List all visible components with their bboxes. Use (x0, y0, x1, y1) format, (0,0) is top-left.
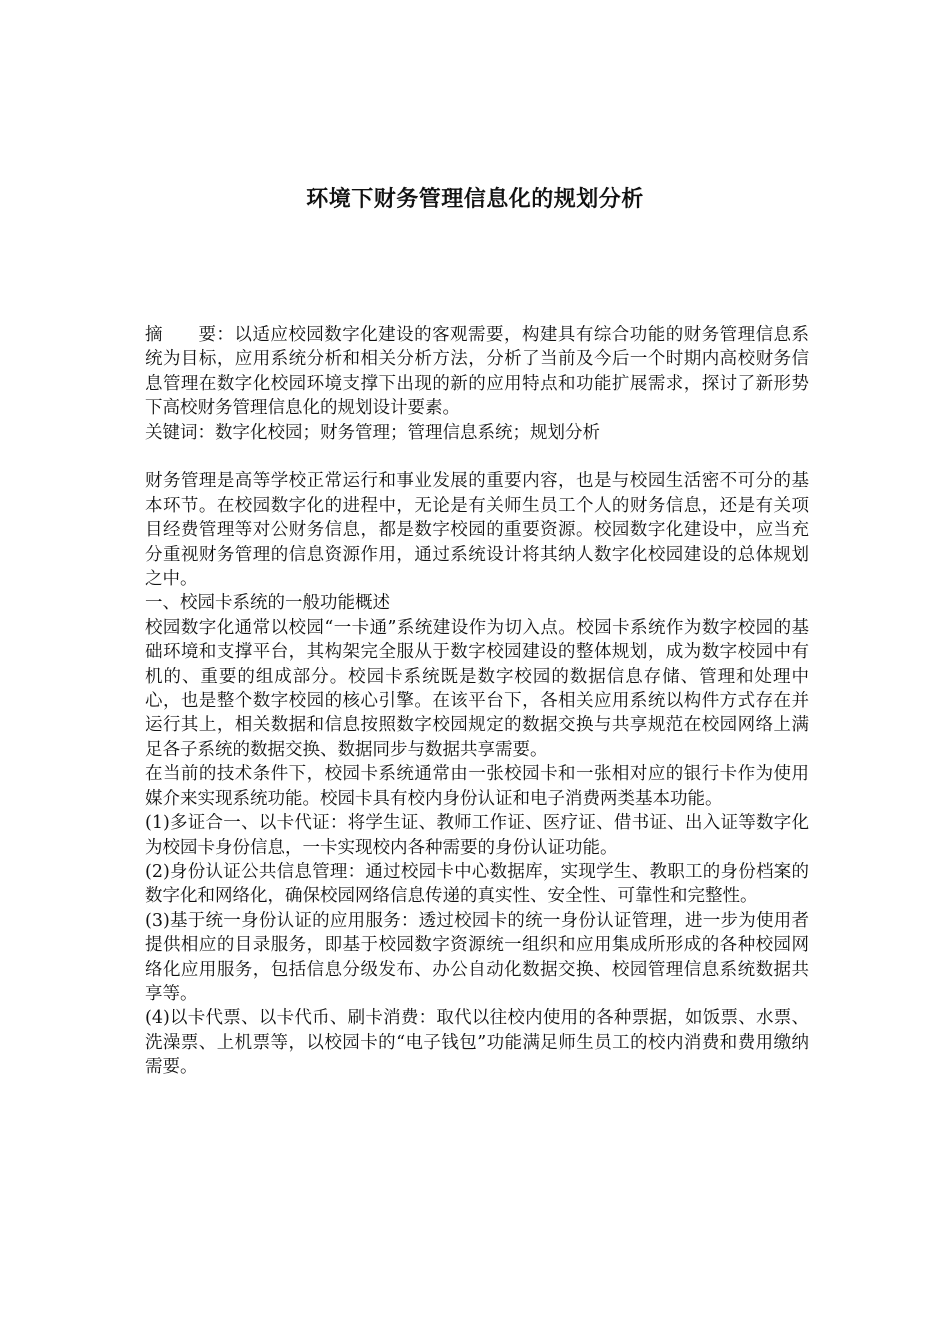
list-item: (2)身份认证公共信息管理：通过校园卡中心数据库，实现学生、教职工的身份档案的数字化和网络化，确保校园网络信息传递的真实性、安全性、可靠性和完整性。 (145, 861, 809, 907)
abstract-paragraph (145, 323, 809, 421)
abstract-label-second: 要： (197, 325, 235, 345)
abstract-label-first: 摘 (145, 325, 163, 345)
list-item: (3)基于统一身份认证的应用服务：透过校园卡的统一身份认证管理，进一步为使用者提供相应的目录服务，即基于校园数字资源统一组织和应用集成所形成的各种校园网络化应用服务，包括信息分级发布、办公自动化数据交换、校园管理信息系统数据共享等。 (145, 910, 809, 1004)
keywords-line: 关键词：数字化校园；财务管理；管理信息系统；规划分析 (145, 422, 600, 443)
body-paragraph: 校园数字化通常以校园“一卡通”系统建设作为切入点。校园卡系统作为数字校园的基础环境和支撑平台，其构架完全服从于数字校园建设的整体规划，成为数字校园中有机的、重要的组成部分。校园卡系统既是数字校园的数据信息存储、管理和处理中心，也是整个数字校园的核心引擎。在该平台下，各相关应用系统以构件方式存在并运行其上，相关数据和信息按照数字校园规定的数据交换与共享规范在校园网络上满足各子系统的数据交换、数据同步与数据共享需要。 (145, 617, 809, 760)
list-item: (4)以卡代票、以卡代币、刷卡消费：取代以往校内使用的各种票据，如饭票、水票、洗澡票、上机票等，以校园卡的“电子钱包”功能满足师生员工的校内消费和费用缴纳需要。 (145, 1008, 809, 1078)
document-title: 环境下财务管理信息化的规划分析 (306, 187, 644, 212)
body-paragraph: 财务管理是高等学校正常运行和事业发展的重要内容，也是与校园生活密不可分的基本环节。在校园数字化的进程中，无论是有关师生员工个人的财务信息，还是有关项目经费管理等对公财务信息，都是数字校园的重要资源。校园数字化建设中，应当充分重视财务管理的信息资源作用，通过系统设计将其纳人数字化校园建设的总体规划之中。 (145, 471, 809, 590)
document-body (145, 323, 809, 1080)
abstract-text: 以适应校园数字化建设的客观需要，构建具有综合功能的财务管理信息系统为目标，应用系统分析和相关分析方法，分析了当前及今后一个时期内高校财务信息管理在数字化校园环境支撑下出现的新的应用特点和功能扩展需求，探讨了新形势下高校财务管理信息化的规划设计要素。 (145, 325, 810, 419)
section-heading: 一、校园卡系统的一般功能概述 (145, 593, 390, 614)
body-paragraph: 在当前的技术条件下，校园卡系统通常由一张校园卡和一张相对应的银行卡作为使用媒介来实现系统功能。校园卡具有校内身份认证和电子消费两类基本功能。 (145, 764, 809, 809)
list-item: (1)多证合一、以卡代证：将学生证、教师工作证、医疗证、借书证、出入证等数字化为校园卡身份信息，一卡实现校内各种需要的身份认证功能。 (145, 813, 809, 858)
abstract-label (145, 325, 234, 345)
blank-line (145, 445, 809, 469)
